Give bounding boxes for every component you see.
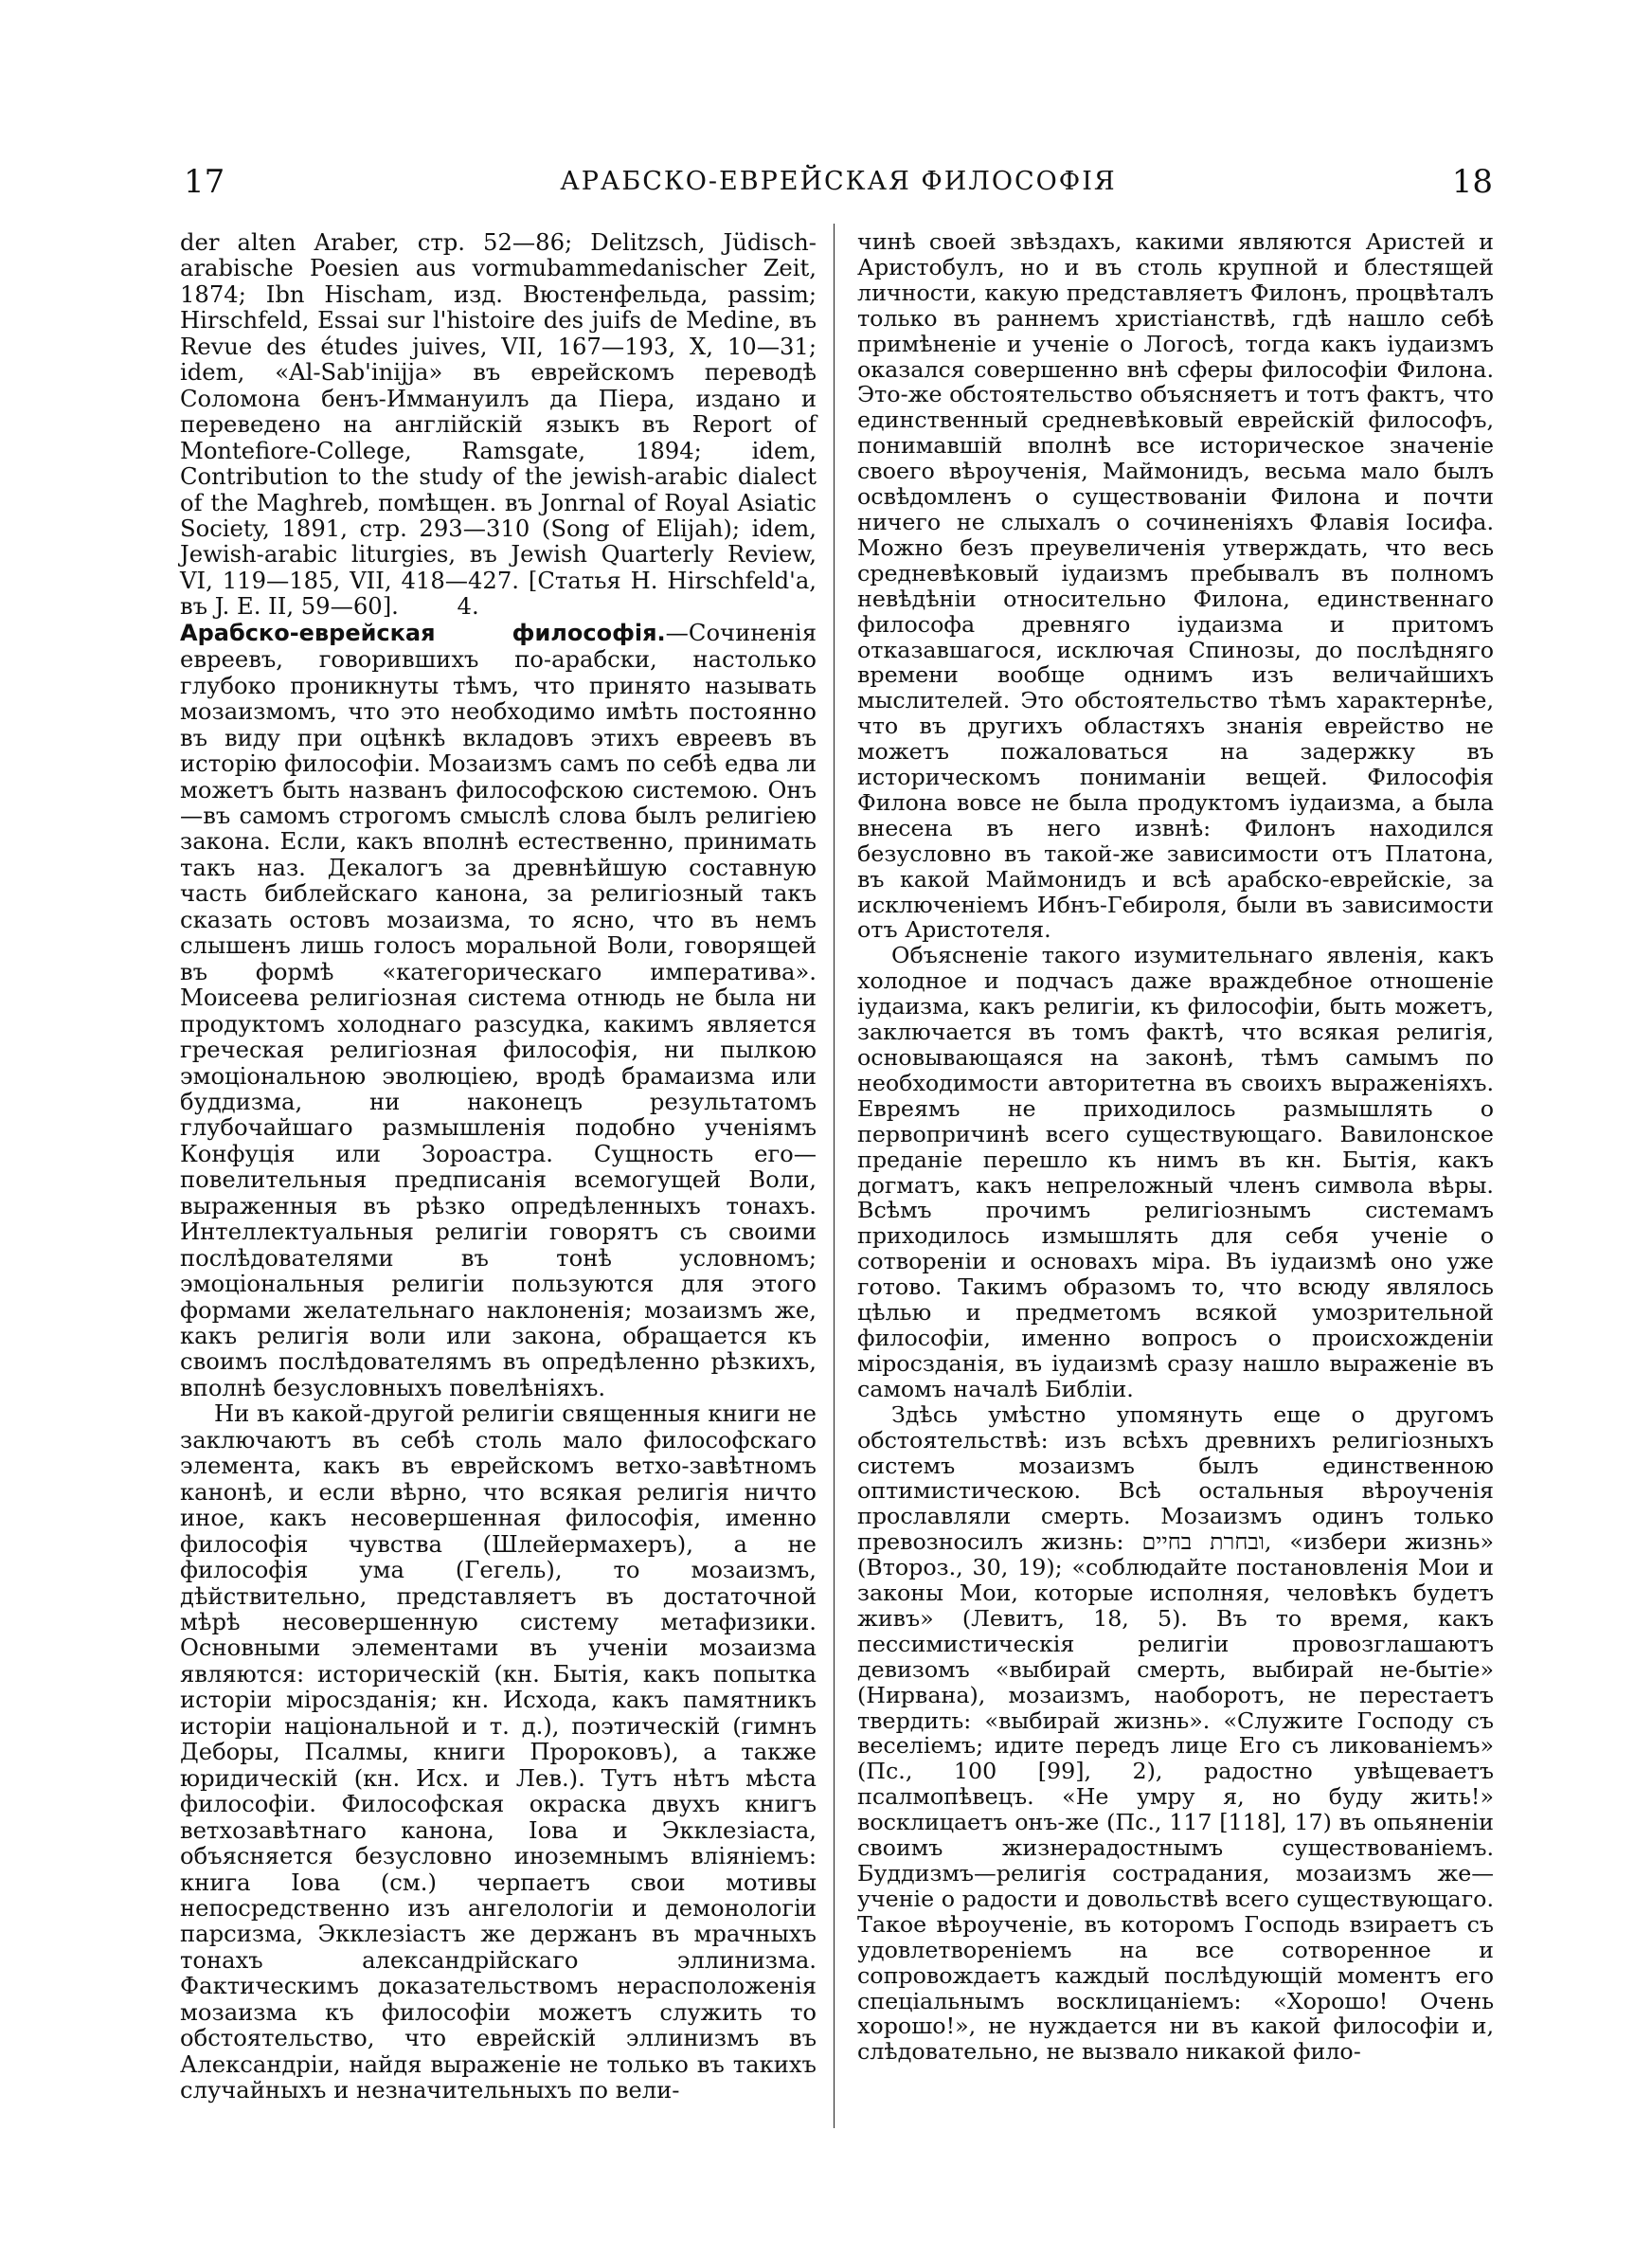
running-title: АРАБСКО-ЕВРЕЙСКАЯ ФИЛОСОФІЯ	[560, 167, 1117, 196]
right-column	[857, 229, 1494, 2065]
paragraph: Здѣсь умѣстно упомянуть еще о другомъ обстоятельствѣ: изъ всѣхъ древнихъ религіозныхъ системъ мозаизмъ былъ единственною оптимистическою. Всѣ остальныя вѣроученія прославляли смерть. Мозаизмъ одинъ только превозносилъ жизнь: ובחרת בחיים, «избери жизнь» (Второз., 30, 19); «соблюдайте постановленія Мои и законы Мои, которые исполняя, человѣкъ будетъ живъ» (Левитъ, 18, 5). Въ то время, какъ пессимистическія религіи провозглашаютъ девизомъ «выбирай смерть, выбирай не-бытіе» (Нирвана), мозаизмъ, наоборотъ, не перестаетъ твердить: «выбирай жизнь». «Служите Господу съ веселіемъ; идите передъ лице Его съ ликованіемъ» (Пс., 100 [99], 2), радостно увѣщеваетъ псалмопѣвецъ. «Не умру я, но буду жить!» восклицаетъ онъ-же (Пс., 117 [118], 17) въ опьяненіи своимъ жизнерадостнымъ существованіемъ. Буддизмъ—религія сострадания, мозаизмъ же—ученіе о радости и довольствѣ всего существующаго. Такое вѣроученіе, въ которомъ Господь взираетъ съ удовлетвореніемъ на все сотворенное и сопровождаетъ каждый послѣдующій моментъ его спеціальнымъ восклицаніемъ: «Хорошо! Очень хорошо!», не нуждается ни въ какой философіи и, слѣдовательно, не вызвало никакой фило-	[857, 1400, 1494, 2066]
bibliography-text	[180, 229, 817, 620]
article-signature: 4.	[457, 592, 479, 621]
left-column	[180, 229, 817, 2104]
paragraph: чинѣ своей звѣздахъ, какими являются Аристей и Аристобулъ, но и въ столь крупной и блестящей личности, какую представляетъ Филонъ, процвѣталъ только въ раннемъ христіанствѣ, гдѣ нашло себѣ примѣненіе и ученіе о Логосѣ, тогда какъ іудаизмъ оказался совершенно внѣ сферы философіи Филона. Это-же обстоятельство объясняетъ и тотъ фактъ, что единственный средневѣковый еврейскій философъ, понимавшій вполнѣ все историческое значеніе своего вѣроученія, Маймонидъ, весьма мало былъ освѣдомленъ о существованіи Филона и почти ничего не слыхалъ о сочиненіяхъ Флавія Іосифа. Можно безъ преувеличенія утверждать, что весь средневѣковый іудаизмъ пребывалъ въ полномъ невѣдѣніи относительно Филона, единственнаго философа древняго іудаизма и притомъ отказавшагося, исключая Спинозы, до послѣдняго времени вообще однимъ изъ величайшихъ мыслителей. Это обстоятельство тѣмъ характернѣе, что въ другихъ областяхъ знанія еврейство не можетъ пожаловаться на задержку въ историческомъ пониманіи вещей. Философія Филона вовсе не была продуктомъ іудаизма, а была внесена въ него извнѣ: Филонъ находился безусловно въ такой-же зависимости отъ Платона, въ какой Маймонидъ и всѣ арабско-еврейскіе, за исключеніемъ Ибнъ-Гебироля, были въ зависимости отъ Аристотеля.	[857, 228, 1494, 944]
page-number-left: 17	[184, 163, 225, 201]
article-paragraph	[180, 620, 817, 1401]
page-number-right: 18	[1451, 163, 1493, 201]
bibliography-body: der alten Araber, стр. 52—86; Delitzsch, Jüdisch-arabische Poesien aus vormubammedanischer Zeit, 1874; Ibn Hischam, изд. Вюстенфельда, passim; Hirschfeld, Essai sur l'histoire des juifs de Medine, въ Revue des études juives, VII, 167—193, X, 10—31; idem, «Al-Sab'inijja» въ еврейскомъ переводѣ Соломона бенъ-Иммануилъ да Піера, издано и переведено на англійскій языкъ въ Report of Montefiore-College, Ramsgate, 1894; idem, Contribution to the study of the jewish-arabic dialect of the Maghreb, помѣщен. въ Jonrnal of Royal Asiatic Society, 1891, стр. 293—310 (Song of Elijah); idem, Jewish-arabic liturgies, въ Jewish Quarterly Review, VI, 119—185, VII, 418—427. [Статья H. Hirschfeld'а, въ J. E. II, 59—60].	[180, 228, 817, 621]
paragraph-body: —Сочиненія евреевъ, говорившихъ по-арабски, настолько глубоко проникнуты тѣмъ, что принято называть мозаизмомъ, что это необходимо имѣть постоянно въ виду при оцѣнкѣ вкладовъ этихъ евреевъ въ исторію философіи. Мозаизмъ самъ по себѣ едва ли можетъ быть названъ философскою системою. Онъ—въ самомъ строгомъ смыслѣ слова былъ религіею закона. Если, какъ вполнѣ естественно, принимать такъ наз. Декалогъ за древнѣйшую составную часть библейскаго канона, за религіозный такъ сказать остовъ мозаизма, то ясно, что въ немъ слышенъ лишь голосъ моральной Воли, говорящей въ формѣ «категорическаго императива». Моисеева религіозная система отнюдь не была ни продуктомъ холоднаго разсудка, какимъ является греческая религіозная философія, ни пылкою эмоціональною эволюціею, вродѣ брамаизма или буддизма, ни наконецъ результатомъ глубочайшаго размышленія подобно ученіямъ Конфуція или Зороастра. Сущность его—повелительныя предписанія всемогущей Воли, выраженныя въ рѣзко опредѣленныхъ тонахъ. Интеллектуальныя религіи говорятъ съ своими послѣдователями въ тонѣ условномъ; эмоціональныя религіи пользуются для этого формами желательнаго наклоненія; мозаизмъ же, какъ религія воли или закона, обращается къ своимъ послѣдователямъ въ опредѣленно рѣзкихъ, вполнѣ безусловныхъ повелѣніяхъ.	[180, 618, 817, 1401]
page-header	[184, 163, 1493, 210]
column-divider	[834, 224, 835, 2128]
article-headword: Арабско-еврейская философія.	[180, 619, 666, 646]
paragraph: Ни въ какой-другой религіи священныя книги не заключаютъ въ себѣ столь мало философскаго элемента, какъ въ еврейскомъ ветхо-завѣтномъ канонѣ, и если вѣрно, что всякая религія ничто иное, какъ несовершенная философія, именно философія чувства (Шлейермахеръ), а не философія ума (Гегель), то мозаизмъ, дѣйствительно, представляетъ въ достаточной мѣрѣ несовершенную систему метафизики. Основными элементами въ ученіи мозаизма являются: историческій (кн. Бытія, какъ попытка исторіи міросзданія; кн. Исхода, какъ памятникъ исторіи національной и т. д.), поэтическій (гимнъ Деборы, Псалмы, книги Пророковъ), а также юридическій (кн. Исх. и Лев.). Тутъ нѣтъ мѣста философіи. Философская окраска двухъ книгъ ветхозавѣтнаго канона, Іова и Экклезіаста, объясняется безусловно иноземнымъ вліяніемъ: книга Іова (см.) черпаетъ свои мотивы непосредственно изъ ангелологіи и демонологіи парсизма, Экклезіастъ же держанъ въ мрачныхъ тонахъ александрійскаго эллинизма. Фактическимъ доказательствомъ нерасположенія мозаизма къ философіи можетъ служить то обстоятельство, что еврейскій эллинизмъ въ Александріи, найдя выраженіе не только въ такихъ случайныхъ и незначительныхъ по вели-	[180, 1399, 817, 2104]
paragraph: Объясненіе такого изумительнаго явленія, какъ холодное и подчасъ даже враждебное отношеніе іудаизма, какъ религіи, къ философіи, быть можетъ, заключается въ томъ фактѣ, что всякая религія, основывающаяся на законѣ, тѣмъ самымъ по необходимости авторитетна въ своихъ выраженіяхъ. Евреямъ не приходилось размышлять о первопричинѣ всего существующаго. Вавилонское преданіе перешло къ нимъ въ кн. Бытія, какъ догматъ, какъ непреложный членъ символа вѣры. Всѣмъ прочимъ религіознымъ системамъ приходилось измышлять для себя ученіе о сотвореніи и основахъ міра. Въ іудаизмѣ оно уже готово. Такимъ образомъ то, что всюду являлось цѣлью и предметомъ всякой умозрительной философіи, именно вопросъ о происхожденіи міросзданія, въ іудаизмѣ сразу нашло выраженіе въ самомъ началѣ Библіи.	[857, 942, 1494, 1402]
